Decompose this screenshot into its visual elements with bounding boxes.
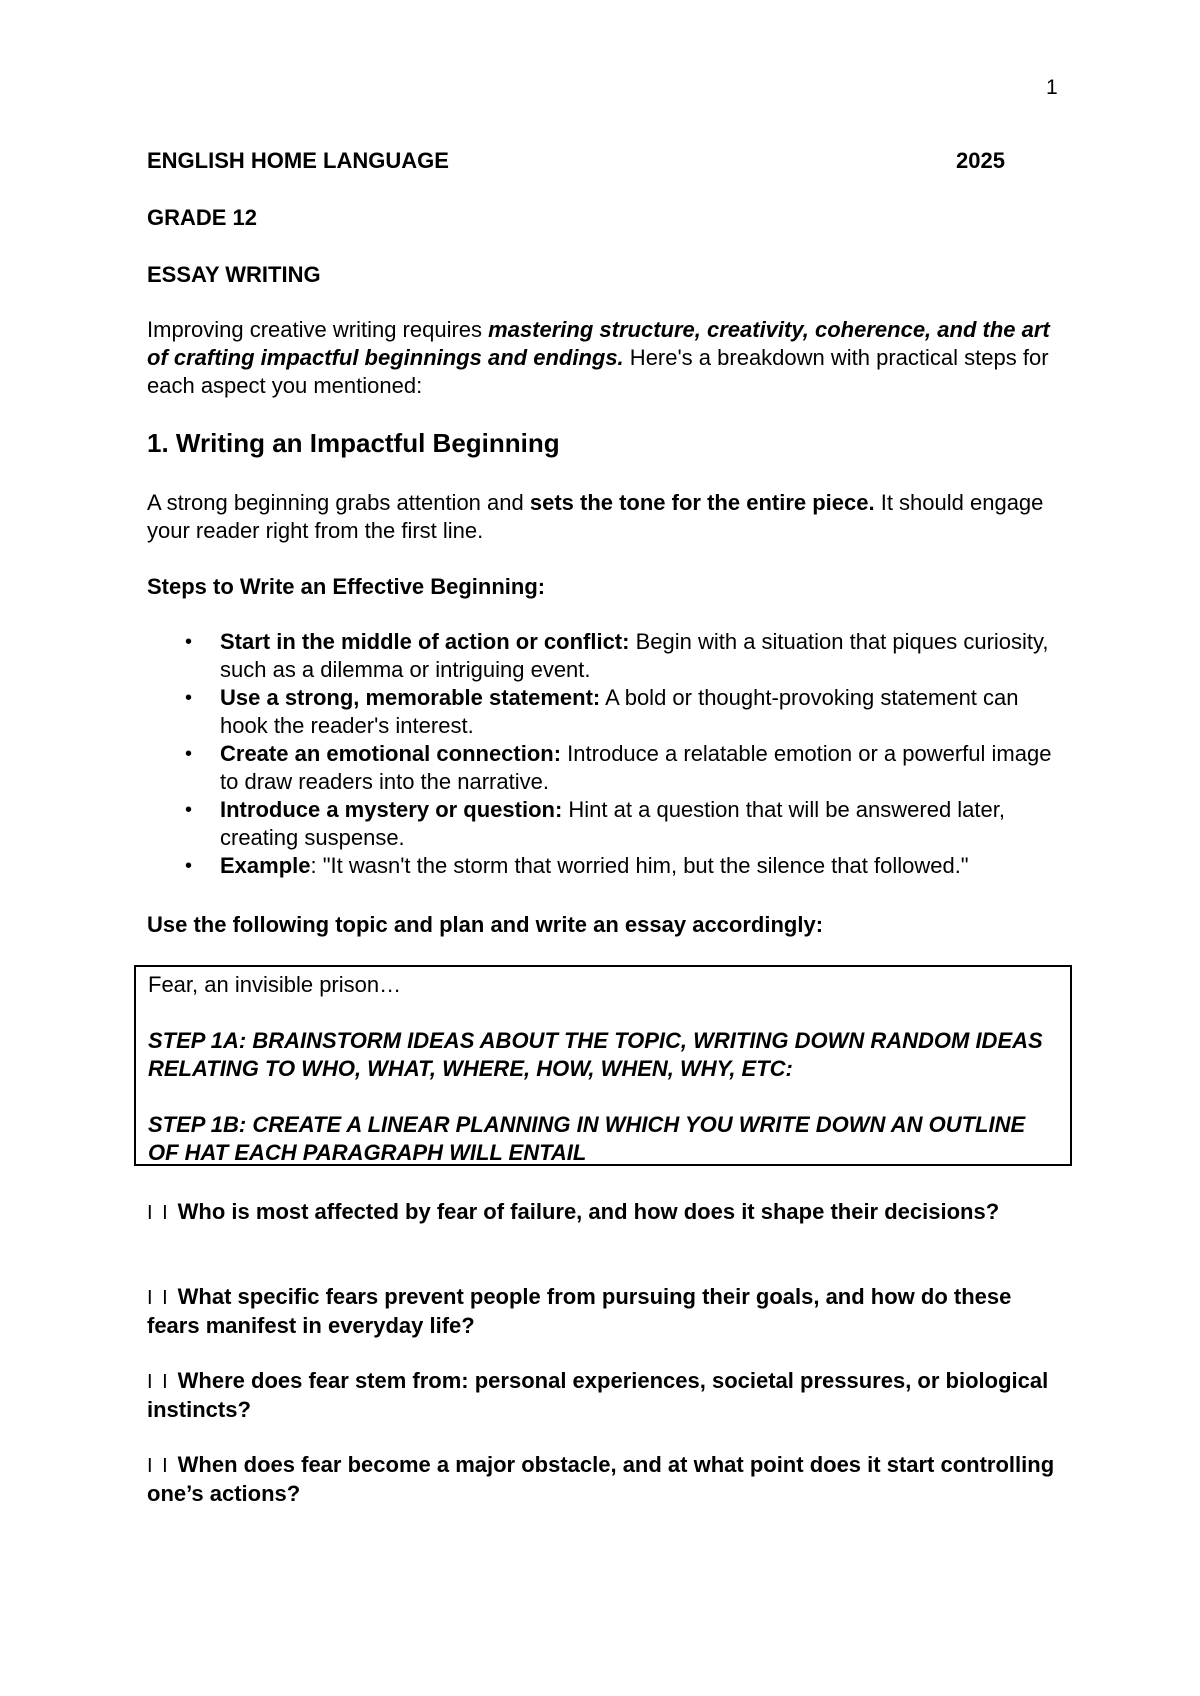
bullet-text: Begin with a situation that piques curiosity, such as a dilemma or intriguing event. (220, 629, 1049, 682)
list-item (147, 796, 1067, 852)
year-label: 2025 (956, 148, 1005, 173)
bullet-icon: • (185, 855, 193, 877)
section-title: ESSAY WRITING (147, 262, 321, 287)
steps-heading: Steps to Write an Effective Beginning: (147, 574, 546, 599)
beginning-tail: It should engage your reader right from the first line. (147, 490, 1044, 543)
bullet-bold: Use a strong, memorable statement: (220, 685, 601, 710)
list-item (147, 684, 1067, 740)
question-marker-icon: I I (147, 1371, 170, 1393)
question-marker-icon: I I (147, 1202, 170, 1224)
bullet-text: Hint at a question that will be answered later, creating suspense. (220, 797, 1005, 850)
grade-label: GRADE 12 (147, 205, 258, 230)
list-item (147, 740, 1067, 796)
subject-title: ENGLISH HOME LANGUAGE (147, 148, 449, 173)
heading-impactful-beginning: 1. Writing an Impactful Beginning (147, 428, 560, 458)
bullet-icon: • (185, 743, 193, 765)
question-text: Where does fear stem from: personal experiences, societal pressures, or biological instincts? (147, 1368, 1049, 1422)
bullet-bold: Introduce a mystery or question: (220, 797, 563, 822)
question-text: When does fear become a major obstacle, and at what point does it start controlling one’s actions? (147, 1452, 1055, 1506)
bullet-text: A bold or thought-provoking statement can hook the reader's interest. (220, 685, 1019, 738)
intro-paragraph (147, 316, 1067, 400)
guiding-question (147, 1198, 1067, 1227)
beginning-bold: sets the tone for the entire piece. (529, 490, 875, 515)
guiding-question (147, 1367, 1067, 1424)
bullet-icon: • (185, 631, 193, 653)
steps-list (147, 628, 1067, 880)
bullet-bold: Example (220, 853, 311, 878)
list-item (147, 852, 1067, 880)
step-1a: STEP 1A: BRAINSTORM IDEAS ABOUT THE TOPIC, WRITING DOWN RANDOM IDEAS RELATING TO WHO, WHAT, WHERE, HOW, WHEN, WHY, ETC: (148, 1028, 1043, 1081)
bullet-icon: • (185, 687, 193, 709)
page-number: 1 (1046, 76, 1058, 99)
guiding-question (147, 1451, 1067, 1508)
question-text: What specific fears prevent people from pursuing their goals, and how do these fears manifest in everyday life? (147, 1284, 1012, 1338)
beginning-lead: A strong beginning grabs attention and (147, 490, 530, 515)
list-item (147, 628, 1067, 684)
essay-instruction: Use the following topic and plan and write an essay accordingly: (147, 912, 824, 937)
question-marker-icon: I I (147, 1455, 170, 1477)
question-text: Who is most affected by fear of failure, and how does it shape their decisions? (177, 1199, 1000, 1224)
document-header (147, 147, 1005, 175)
bullet-bold: Start in the middle of action or conflict: (220, 629, 630, 654)
intro-tail: Here's a breakdown with practical steps for each aspect you mentioned: (147, 345, 1049, 398)
bullet-text: : "It wasn't the storm that worried him, but the silence that followed." (310, 853, 969, 878)
bullet-text: Introduce a relatable emotion or a powerful image to draw readers into the narrative. (220, 741, 1052, 794)
topic-box (134, 965, 1072, 1166)
step-1b: STEP 1B: CREATE A LINEAR PLANNING IN WHICH YOU WRITE DOWN AN OUTLINE OF HAT EACH PARAGRAPH WILL ENTAIL (148, 1112, 1026, 1165)
question-marker-icon: I I (147, 1287, 170, 1309)
intro-lead: Improving creative writing requires (147, 317, 489, 342)
guiding-question (147, 1283, 1067, 1340)
beginning-paragraph (147, 489, 1067, 545)
essay-topic: Fear, an invisible prison… (148, 972, 402, 997)
intro-emphasis: mastering structure, creativity, coherence, and the art of crafting impactful beginnings and endings. (147, 317, 1050, 370)
bullet-icon: • (185, 799, 193, 821)
bullet-bold: Create an emotional connection: (220, 741, 562, 766)
